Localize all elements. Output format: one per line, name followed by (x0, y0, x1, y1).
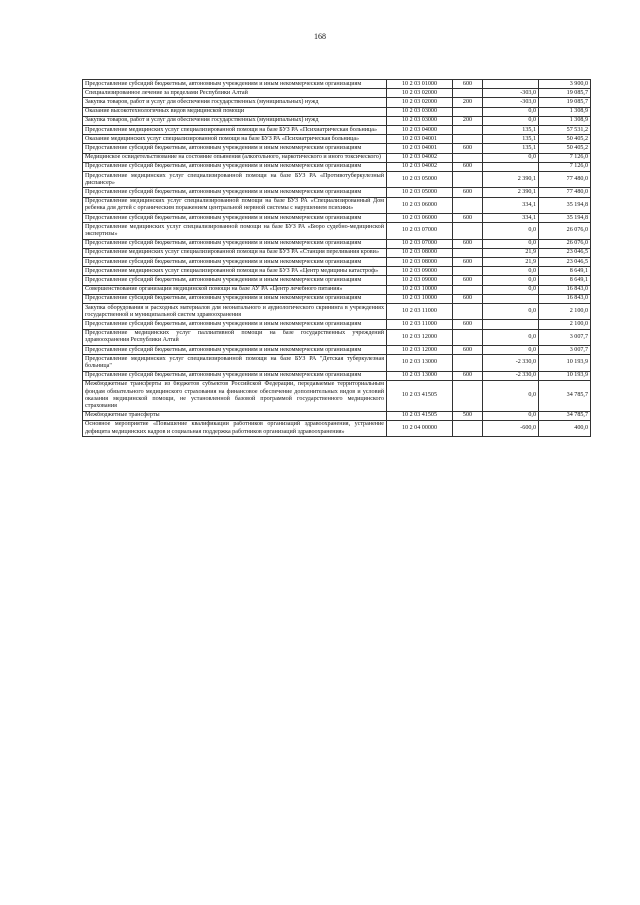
target-article-code-cell: 10 2 03 08000 (387, 248, 453, 257)
table-row (83, 188, 591, 197)
amount-total-cell: 16 843,0 (539, 285, 591, 294)
amount-total-cell: 50 405,2 (539, 144, 591, 153)
amount-change-cell: 135,1 (483, 126, 539, 135)
table-row (83, 411, 591, 420)
amount-change-cell: 2 390,1 (483, 188, 539, 197)
expense-type-code-cell (453, 153, 483, 162)
amount-total-cell: 77 480,0 (539, 188, 591, 197)
expense-type-code-cell: 200 (453, 98, 483, 107)
table-row (83, 98, 591, 107)
expense-name-cell: Предоставление медицинских услуг специализированной помощи на базе БУЗ РА «Бюро судебно-медицинской экспертизы» (83, 223, 387, 239)
target-article-code-cell: 10 2 03 05000 (387, 172, 453, 188)
amount-total-cell: 2 100,0 (539, 304, 591, 320)
amount-total-cell: 3 007,7 (539, 346, 591, 355)
amount-change-cell: 21,9 (483, 248, 539, 257)
amount-change-cell: 0,0 (483, 116, 539, 125)
expense-type-code-cell: 200 (453, 116, 483, 125)
expense-type-code-cell: 600 (453, 188, 483, 197)
amount-change-cell: -303,0 (483, 89, 539, 98)
expense-name-cell: Предоставление медицинских услуг специализированной помощи на базе БУЗ РА «Центр медицины катастроф» (83, 267, 387, 276)
expense-name-cell: Предоставление субсидий бюджетным, автономным учреждениям и иным некоммерческим организациям (83, 239, 387, 248)
table-row (83, 116, 591, 125)
expense-type-code-cell: 600 (453, 258, 483, 267)
expense-type-code-cell (453, 267, 483, 276)
expense-name-cell: Предоставление субсидий бюджетным, автономным учреждениям и иным некоммерческим организациям (83, 320, 387, 329)
expense-name-cell: Предоставление субсидий бюджетным, автономным учреждениям и иным некоммерческим организациям (83, 162, 387, 171)
target-article-code-cell: 10 2 03 12000 (387, 329, 453, 345)
amount-total-cell: 77 480,0 (539, 172, 591, 188)
table-row (83, 248, 591, 257)
expense-type-code-cell: 600 (453, 144, 483, 153)
amount-total-cell: 7 126,0 (539, 153, 591, 162)
amount-change-cell: -2 330,0 (483, 371, 539, 380)
expense-type-code-cell (453, 420, 483, 436)
table-row (83, 135, 591, 144)
amount-change-cell: 135,1 (483, 144, 539, 153)
target-article-code-cell: 10 2 03 04002 (387, 153, 453, 162)
amount-total-cell: 23 046,5 (539, 258, 591, 267)
target-article-code-cell: 10 2 03 41505 (387, 411, 453, 420)
table-row (83, 267, 591, 276)
amount-change-cell: 0,0 (483, 304, 539, 320)
table-row (83, 285, 591, 294)
table-row (83, 420, 591, 436)
expense-name-cell: Предоставление медицинских услуг специализированной помощи на базе БУЗ РА "Детская туберкулезная больница" (83, 355, 387, 371)
table-row (83, 258, 591, 267)
amount-total-cell: 3 007,7 (539, 329, 591, 345)
amount-change-cell: 0,0 (483, 380, 539, 411)
amount-change-cell: 0,0 (483, 267, 539, 276)
amount-total-cell: 16 843,0 (539, 294, 591, 303)
table-row (83, 197, 591, 213)
expense-name-cell: Предоставление субсидий бюджетным, автономным учреждениям и иным некоммерческим организациям (83, 188, 387, 197)
amount-change-cell: 0,0 (483, 411, 539, 420)
amount-total-cell: 10 193,9 (539, 355, 591, 371)
target-article-code-cell: 10 2 03 09000 (387, 276, 453, 285)
expense-type-code-cell (453, 380, 483, 411)
target-article-code-cell: 10 2 03 02000 (387, 98, 453, 107)
amount-total-cell: 50 405,2 (539, 135, 591, 144)
expense-name-cell: Предоставление медицинских услуг паллиативной помощи на базе государственных учреждений здравоохранения Республики Алтай (83, 329, 387, 345)
target-article-code-cell: 10 2 03 03000 (387, 116, 453, 125)
table-row (83, 304, 591, 320)
table-row (83, 153, 591, 162)
expense-name-cell: Закупка товаров, работ и услуг для обеспечения государственных (муниципальных) нужд (83, 98, 387, 107)
target-article-code-cell: 10 2 04 00000 (387, 420, 453, 436)
table-row (83, 320, 591, 329)
expense-name-cell: Предоставление субсидий бюджетным, автономным учреждениям и иным некоммерческим организациям (83, 258, 387, 267)
target-article-code-cell: 10 2 03 04001 (387, 135, 453, 144)
amount-total-cell: 34 785,7 (539, 380, 591, 411)
amount-total-cell: 3 900,0 (539, 80, 591, 89)
target-article-code-cell: 10 2 03 05000 (387, 188, 453, 197)
target-article-code-cell: 10 2 03 02000 (387, 89, 453, 98)
target-article-code-cell: 10 2 03 11000 (387, 304, 453, 320)
table-row (83, 172, 591, 188)
amount-total-cell: 8 649,1 (539, 276, 591, 285)
amount-change-cell: -2 330,0 (483, 355, 539, 371)
expense-type-code-cell: 600 (453, 162, 483, 171)
expense-name-cell: Предоставление медицинских услуг специализированной помощи на базе БУЗ РА «Станция переливания крови» (83, 248, 387, 257)
expense-name-cell: Закупка оборудования и расходных материалов для неонатального и аудиологического скрининга в учреждениях государственной и муниципальной систем здравоохранения (83, 304, 387, 320)
amount-change-cell: 2 390,1 (483, 172, 539, 188)
expense-name-cell: Предоставление субсидий бюджетным, автономным учреждениям и иным некоммерческим организациям (83, 294, 387, 303)
table-row (83, 329, 591, 345)
amount-change-cell: 135,1 (483, 135, 539, 144)
expense-name-cell: Специализированное лечение за пределами Республики Алтай (83, 89, 387, 98)
amount-change-cell: 0,0 (483, 276, 539, 285)
amount-total-cell: 26 076,0 (539, 239, 591, 248)
amount-change-cell: 0,0 (483, 346, 539, 355)
expense-type-code-cell (453, 107, 483, 116)
expense-name-cell: Межбюджетные трансферты (83, 411, 387, 420)
amount-total-cell: 1 308,9 (539, 116, 591, 125)
expense-type-code-cell (453, 223, 483, 239)
amount-change-cell: 0,0 (483, 107, 539, 116)
amount-total-cell: 35 194,8 (539, 197, 591, 213)
amount-change-cell: -303,0 (483, 98, 539, 107)
target-article-code-cell: 10 2 03 01000 (387, 80, 453, 89)
expense-type-code-cell (453, 329, 483, 345)
target-article-code-cell: 10 2 03 11000 (387, 320, 453, 329)
target-article-code-cell: 10 2 03 08000 (387, 258, 453, 267)
table-row (83, 162, 591, 171)
expense-name-cell: Основное мероприятие «Повышение квалификации работников организаций здравоохранения, устранение дефицита медицинских кадров и социальная поддержка работников организаций здравоохранения» (83, 420, 387, 436)
expense-type-code-cell: 600 (453, 80, 483, 89)
amount-change-cell (483, 80, 539, 89)
amount-total-cell: 57 531,2 (539, 126, 591, 135)
target-article-code-cell: 10 2 03 04002 (387, 162, 453, 171)
table-row (83, 239, 591, 248)
amount-change-cell: 0,0 (483, 153, 539, 162)
table-row (83, 371, 591, 380)
budget-table-body (83, 80, 591, 437)
amount-total-cell: 8 649,1 (539, 267, 591, 276)
table-row (83, 346, 591, 355)
expense-name-cell: Предоставление субсидий бюджетным, автономным учреждениям и иным некоммерческим организациям (83, 276, 387, 285)
expense-name-cell: Оказание высокотехнологичных видов медицинской помощи (83, 107, 387, 116)
table-row (83, 294, 591, 303)
target-article-code-cell: 10 2 03 03000 (387, 107, 453, 116)
expense-type-code-cell: 600 (453, 371, 483, 380)
expense-name-cell: Оказание медицинских услуг специализированной помощи на базе БУЗ РА «Психиатрическая больница» (83, 135, 387, 144)
amount-total-cell: 10 193,9 (539, 371, 591, 380)
expense-type-code-cell: 600 (453, 320, 483, 329)
target-article-code-cell: 10 2 03 41505 (387, 380, 453, 411)
amount-change-cell: 0,0 (483, 239, 539, 248)
target-article-code-cell: 10 2 03 10000 (387, 285, 453, 294)
amount-change-cell: 0,0 (483, 285, 539, 294)
amount-total-cell: 400,0 (539, 420, 591, 436)
amount-change-cell: -600,0 (483, 420, 539, 436)
expense-type-code-cell (453, 285, 483, 294)
amount-change-cell (483, 162, 539, 171)
target-article-code-cell: 10 2 03 06000 (387, 197, 453, 213)
table-row (83, 126, 591, 135)
table-row (83, 89, 591, 98)
expense-name-cell: Предоставление медицинских услуг специализированной помощи на базе БУЗ РА «Специализированный Дом ребенка для детей с органическим поражением центральной нервной системы с нарушением психики» (83, 197, 387, 213)
expense-name-cell: Предоставление субсидий бюджетным, автономным учреждениям и иным некоммерческим организациям (83, 80, 387, 89)
expense-type-code-cell: 600 (453, 346, 483, 355)
target-article-code-cell: 10 2 03 09000 (387, 267, 453, 276)
expense-type-code-cell (453, 248, 483, 257)
target-article-code-cell: 10 2 03 07000 (387, 239, 453, 248)
table-row (83, 276, 591, 285)
table-row (83, 355, 591, 371)
amount-total-cell: 19 085,7 (539, 98, 591, 107)
expense-name-cell: Предоставление субсидий бюджетным, автономным учреждениям и иным некоммерческим организациям (83, 371, 387, 380)
target-article-code-cell: 10 2 03 06000 (387, 214, 453, 223)
expense-type-code-cell: 600 (453, 214, 483, 223)
target-article-code-cell: 10 2 03 04001 (387, 144, 453, 153)
expense-name-cell: Предоставление медицинских услуг специализированной помощи на базе БУЗ РА «Психиатрическая больница» (83, 126, 387, 135)
expense-type-code-cell: 600 (453, 276, 483, 285)
expense-type-code-cell (453, 135, 483, 144)
expense-name-cell: Медицинское освидетельствование на состояние опьянения (алкогольного, наркотического и иного токсического) (83, 153, 387, 162)
expense-type-code-cell: 600 (453, 294, 483, 303)
amount-total-cell: 2 100,0 (539, 320, 591, 329)
expense-name-cell: Предоставление субсидий бюджетным, автономным учреждениям и иным некоммерческим организациям (83, 214, 387, 223)
table-row (83, 214, 591, 223)
expense-type-code-cell (453, 172, 483, 188)
table-row (83, 223, 591, 239)
table-row (83, 80, 591, 89)
amount-total-cell: 7 126,0 (539, 162, 591, 171)
expense-name-cell: Предоставление медицинских услуг специализированной помощи на базе БУЗ РА «Противотуберкулезный диспансер» (83, 172, 387, 188)
amount-change-cell (483, 294, 539, 303)
amount-change-cell: 0,0 (483, 329, 539, 345)
amount-total-cell: 1 308,9 (539, 107, 591, 116)
target-article-code-cell: 10 2 03 10000 (387, 294, 453, 303)
amount-change-cell: 334,1 (483, 214, 539, 223)
expense-type-code-cell (453, 89, 483, 98)
page-number: 168 (314, 32, 326, 41)
table-row (83, 380, 591, 411)
amount-change-cell (483, 320, 539, 329)
target-article-code-cell: 10 2 03 13000 (387, 371, 453, 380)
expense-type-code-cell (453, 197, 483, 213)
expense-type-code-cell (453, 355, 483, 371)
amount-total-cell: 34 785,7 (539, 411, 591, 420)
target-article-code-cell: 10 2 03 04000 (387, 126, 453, 135)
target-article-code-cell: 10 2 03 12000 (387, 346, 453, 355)
amount-total-cell: 26 076,0 (539, 223, 591, 239)
amount-change-cell: 334,1 (483, 197, 539, 213)
expense-type-code-cell (453, 126, 483, 135)
budget-table (82, 79, 591, 437)
target-article-code-cell: 10 2 03 13000 (387, 355, 453, 371)
table-row (83, 107, 591, 116)
expense-name-cell: Предоставление субсидий бюджетным, автономным учреждениям и иным некоммерческим организациям (83, 144, 387, 153)
expense-name-cell: Закупка товаров, работ и услуг для обеспечения государственных (муниципальных) нужд (83, 116, 387, 125)
target-article-code-cell: 10 2 03 07000 (387, 223, 453, 239)
amount-change-cell: 0,0 (483, 223, 539, 239)
table-row (83, 144, 591, 153)
expense-name-cell: Совершенствование организации медицинской помощи на базе АУ РА «Центр лечебного питания» (83, 285, 387, 294)
amount-total-cell: 35 194,8 (539, 214, 591, 223)
amount-total-cell: 23 046,5 (539, 248, 591, 257)
amount-change-cell: 21,9 (483, 258, 539, 267)
expense-type-code-cell: 500 (453, 411, 483, 420)
expense-type-code-cell (453, 304, 483, 320)
expense-type-code-cell: 600 (453, 239, 483, 248)
expense-name-cell: Предоставление субсидий бюджетным, автономным учреждениям и иным некоммерческим организациям (83, 346, 387, 355)
amount-total-cell: 19 085,7 (539, 89, 591, 98)
expense-name-cell: Межбюджетные трансферты из бюджетов субъектов Российской Федерации, передаваемые территориальным фондам обязательного медицинского страхования на финансовое обеспечение дополнительных видов и условий оказания медицинской помощи, не установленной базовой программой государственного медицинского страхования (83, 380, 387, 411)
